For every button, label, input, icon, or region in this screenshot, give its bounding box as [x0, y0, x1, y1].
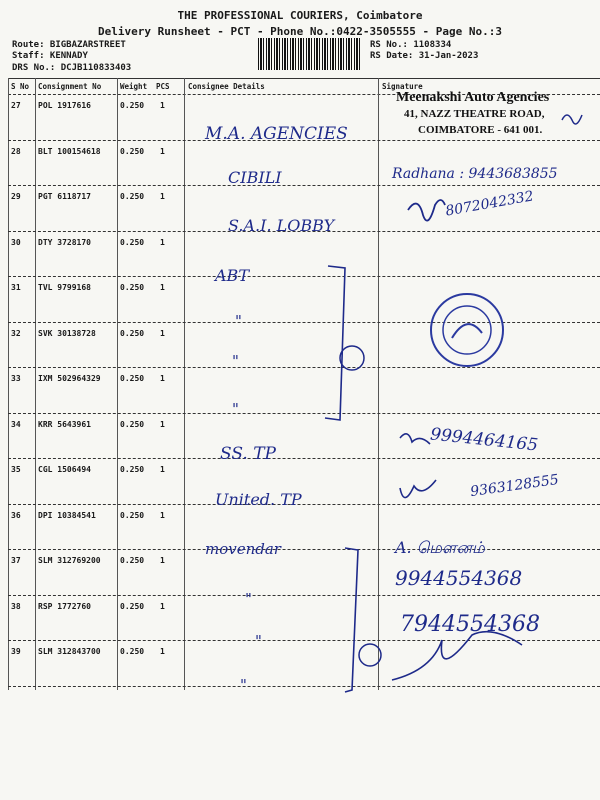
company-title: THE PROFESSIONAL COURIERS, Coimbatore	[177, 9, 423, 22]
row-consignment-no: DPI 10384541	[38, 510, 96, 520]
handwritten-signature: 7944554368	[400, 612, 540, 637]
handwritten-ditto: "	[232, 352, 239, 370]
row-pcs: 1	[160, 647, 165, 656]
handwritten-consignee: SS. TP	[220, 444, 276, 464]
row-sno: 39	[11, 647, 21, 656]
runsheet-subtitle: Delivery Runsheet - PCT - Phone No.:0422-3505555 - Page No.:3	[98, 25, 502, 38]
handwritten-signature: Radhana : 9443683855	[392, 166, 558, 182]
row-sno: 27	[11, 101, 21, 110]
row-sno: 36	[11, 510, 21, 520]
handwritten-consignee: United. TP	[215, 490, 302, 509]
col-header-signature: Signature	[382, 82, 423, 91]
row-pcs: 1	[160, 237, 165, 247]
handwritten-signature: 8072042332	[444, 188, 535, 220]
row-pcs: 1	[160, 192, 165, 201]
row-sno: 28	[11, 146, 21, 156]
handwritten-ditto: "	[255, 632, 262, 650]
row-sno: 35	[11, 465, 21, 474]
row-weight: 0.250	[120, 328, 145, 338]
row-consignment-no: RSP 1772760	[38, 601, 91, 611]
handwritten-ditto: "	[240, 676, 247, 694]
handwritten-signature: A. மௌனம்	[395, 538, 485, 557]
drs-number: DRS No.: DCJB110833403	[12, 63, 132, 73]
row-pcs: 1	[160, 601, 165, 611]
row-weight: 0.250	[120, 601, 145, 611]
row-pcs: 1	[160, 283, 165, 292]
row-weight: 0.250	[120, 283, 145, 292]
route-label: Route: BIGBAZARSTREET	[12, 40, 126, 50]
col-header-pcs: PCS	[156, 82, 170, 91]
row-weight: 0.250	[120, 419, 145, 429]
row-pcs: 1	[160, 419, 165, 429]
row-consignment-no: DTY 3728170	[38, 237, 91, 247]
stamp-line2: 41, NAZZ THEATRE ROAD,	[404, 108, 545, 120]
rs-number: RS No.: 1108334	[370, 40, 452, 50]
row-weight: 0.250	[120, 465, 145, 474]
row-pcs: 1	[160, 556, 165, 565]
row-consignment-no: CGL 1506494	[38, 465, 91, 474]
col-header-consignee: Consignee Details	[188, 82, 265, 91]
row-sno: 33	[11, 374, 21, 383]
row-sno: 34	[11, 419, 21, 429]
row-sno: 30	[11, 237, 21, 247]
row-weight: 0.250	[120, 374, 145, 383]
row-pcs: 1	[160, 328, 165, 338]
row-weight: 0.250	[120, 192, 145, 201]
row-consignment-no: SVK 30138728	[38, 328, 96, 338]
row-consignment-no: IXM 502964329	[38, 374, 101, 383]
handwritten-signature: 9944554368	[395, 566, 523, 590]
row-pcs: 1	[160, 374, 165, 383]
col-header-weight: Weight	[120, 82, 148, 91]
row-sno: 29	[11, 192, 21, 201]
handwritten-signature: 9363128555	[469, 471, 560, 501]
row-consignment-no: PGT 6118717	[38, 192, 91, 201]
row-pcs: 1	[160, 510, 165, 520]
rs-date: RS Date: 31-Jan-2023	[370, 51, 479, 61]
row-consignment-no: KRR 5643961	[38, 419, 91, 429]
handwritten-consignee: ABT	[215, 266, 249, 285]
staff-label: Staff: KENNADY	[12, 51, 88, 61]
row-consignment-no: SLM 312769200	[38, 556, 101, 565]
row-consignment-no: POL 1917616	[38, 101, 91, 110]
row-sno: 37	[11, 556, 21, 565]
handwritten-consignee: S.A.I. LOBBY	[228, 216, 335, 235]
handwritten-consignee: M.A. AGENCIES	[205, 124, 348, 144]
row-sno: 32	[11, 328, 21, 338]
row-weight: 0.250	[120, 237, 145, 247]
row-weight: 0.250	[120, 556, 145, 565]
row-weight: 0.250	[120, 146, 145, 156]
row-weight: 0.250	[120, 101, 145, 110]
row-consignment-no: BLT 100154618	[38, 146, 101, 156]
row-consignment-no: TVL 9799168	[38, 283, 91, 292]
handwritten-signature: 9994464165	[429, 424, 539, 456]
row-weight: 0.250	[120, 510, 145, 520]
handwritten-consignee: movendar	[205, 540, 281, 558]
handwritten-ditto: "	[235, 312, 242, 330]
handwritten-ditto: "	[245, 590, 252, 608]
row-sno: 31	[11, 283, 21, 292]
col-header-consignment: Consignment No	[38, 82, 102, 91]
handwritten-ditto: "	[232, 400, 239, 418]
handwritten-consignee: CIBILI	[228, 168, 282, 187]
row-sno: 38	[11, 601, 21, 611]
col-header-sno: S No	[11, 82, 30, 91]
row-pcs: 1	[160, 101, 165, 110]
stamp-line1: Meenakshi Auto Agencies	[396, 90, 550, 105]
row-weight: 0.250	[120, 647, 145, 656]
row-consignment-no: SLM 312843700	[38, 647, 101, 656]
row-pcs: 1	[160, 465, 165, 474]
row-pcs: 1	[160, 146, 165, 156]
stamp-line3: COIMBATORE - 641 001.	[418, 124, 543, 136]
